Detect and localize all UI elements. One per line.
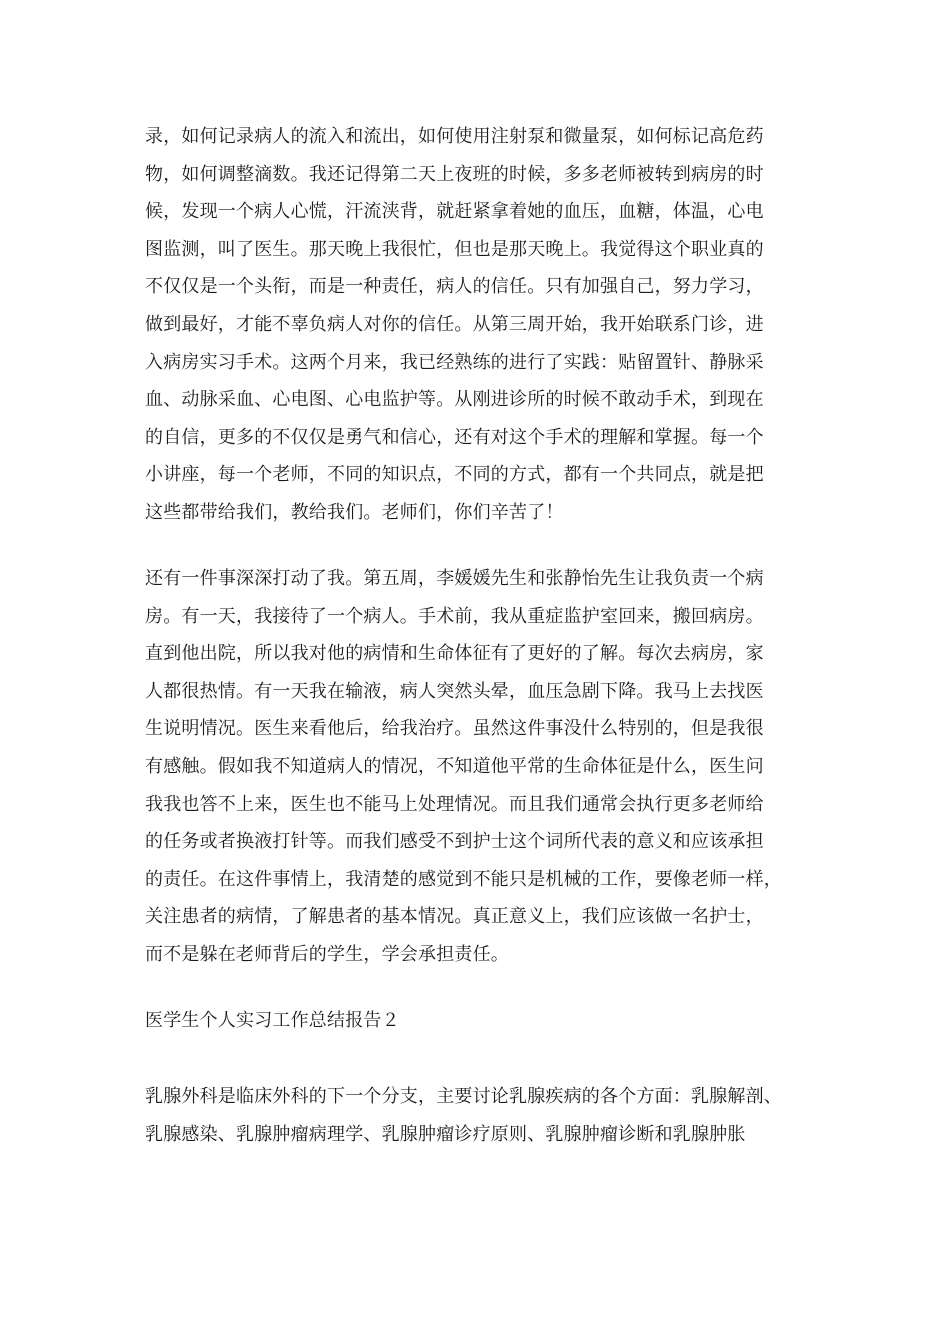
paragraph-internship-skills [145, 118, 825, 532]
text-line: 的责任。在这件事情上，我清楚的感觉到不能只是机械的工作，要像老师一样， [145, 868, 782, 890]
text-line: 录，如何记录病人的流入和流出，如何使用注射泵和微量泵，如何标记高危药 [145, 126, 764, 147]
text-line: 而不是躲在老师背后的学生，学会承担责任。 [145, 943, 509, 965]
text-line: 乳腺感染、乳腺肿瘤病理学、乳腺肿瘤诊疗原则、乳腺肿瘤诊断和乳腺肿胀 [145, 1124, 746, 1145]
text-line: 房。有一天，我接待了一个病人。手术前，我从重症监护室回来，搬回病房。 [145, 605, 764, 627]
text-line: 的自信，更多的不仅仅是勇气和信心，还有对这个手术的理解和掌握。每一个 [145, 426, 764, 448]
text-line: 关注患者的病情，了解患者的基本情况。真正意义上，我们应该做一名护士， [145, 906, 764, 928]
text-line: 候，发现一个病人心慌，汗流浃背，就赶紧拿着她的血压，血糖，体温，心电 [145, 201, 764, 223]
section-heading [145, 1002, 825, 1040]
text-line: 还有一件事深深打动了我。第五周，李媛媛先生和张静怡先生让我负责一个病 [145, 568, 764, 589]
heading-text: 医学生个人实习工作总结报告２ [145, 1010, 400, 1031]
text-line: 物，如何调整滴数。我还记得第二天上夜班的时候，多多老师被转到病房的时 [145, 163, 764, 185]
paragraph-patient-story [145, 560, 825, 974]
text-line: 入病房实习手术。这两个月来，我已经熟练的进行了实践：贴留置针、静脉采 [145, 351, 764, 373]
text-line: 图监测，叫了医生。那天晚上我很忙，但也是那天晚上。我觉得这个职业真的 [145, 238, 764, 260]
text-line: 我我也答不上来，医生也不能马上处理情况。而且我们通常会执行更多老师给 [145, 793, 764, 815]
text-line: 直到他出院，所以我对他的病情和生命体征有了更好的了解。每次去病房，家 [145, 643, 764, 665]
text-line: 有感触。假如我不知道病人的情况，不知道他平常的生命体征是什么，医生问 [145, 755, 764, 777]
text-line: 不仅仅是一个头衔，而是一种责任，病人的信任。只有加强自己，努力学习， [145, 276, 764, 298]
text-line: 这些都带给我们，教给我们。老师们，你们辛苦了！ [145, 501, 564, 523]
text-line: 做到最好，才能不辜负病人对你的信任。从第三周开始，我开始联系门诊，进 [145, 313, 764, 335]
text-line: 乳腺外科是临床外科的下一个分支，主要讨论乳腺疾病的各个方面：乳腺解剖、 [145, 1086, 782, 1107]
text-line: 小讲座，每一个老师，不同的知识点，不同的方式，都有一个共同点，就是把 [145, 464, 764, 486]
text-line: 血、动脉采血、心电图、心电监护等。从刚进诊所的时候不敢动手术，到现在 [145, 389, 764, 411]
text-line: 人都很热情。有一天我在输液，病人突然头晕，血压急剧下降。我马上去找医 [145, 680, 764, 702]
text-line: 的任务或者换液打针等。而我们感受不到护士这个词所代表的意义和应该承担 [145, 831, 764, 853]
paragraph-breast-surgery [145, 1078, 825, 1154]
text-line: 生说明情况。医生来看他后，给我治疗。虽然这件事没什么特别的，但是我很 [145, 718, 764, 740]
